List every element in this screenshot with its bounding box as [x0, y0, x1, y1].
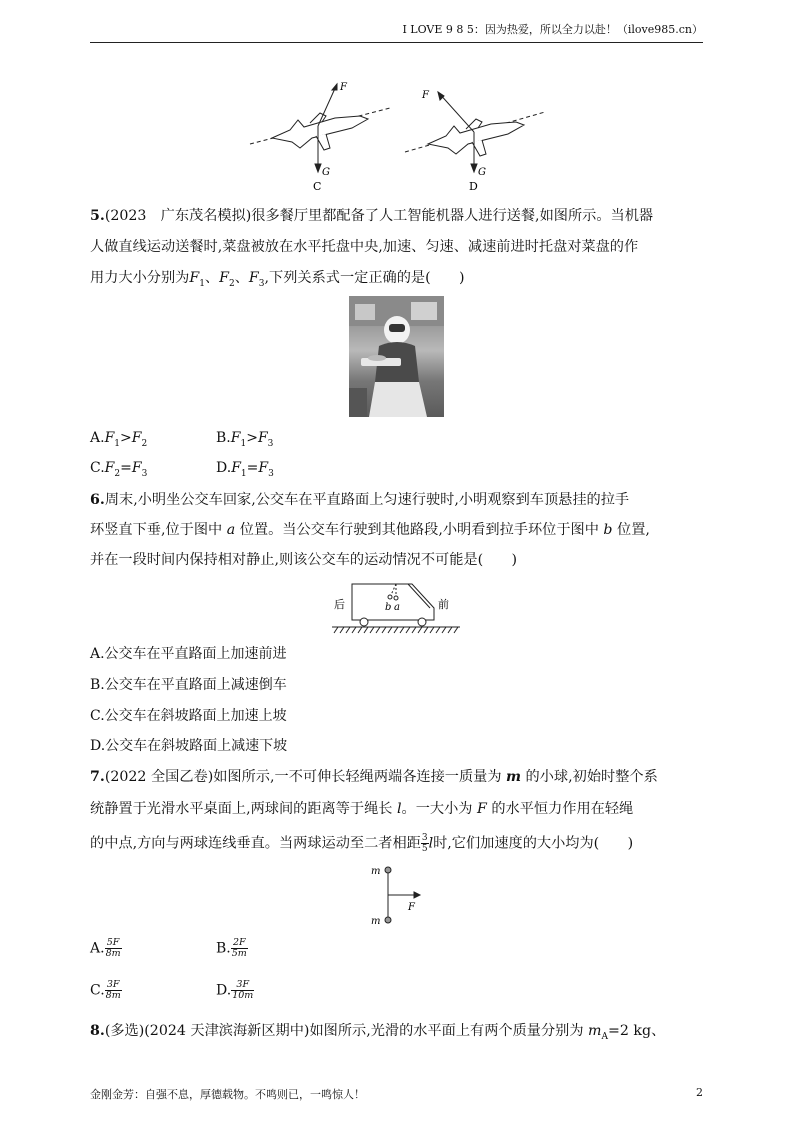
bus-label-b: b: [385, 602, 392, 613]
robot-illustration: [349, 296, 444, 417]
bus-label-back: 后: [334, 598, 345, 611]
figure-label-c: C: [313, 180, 322, 193]
q6-line-2: 环竖直下垂,位于图中 a 位置。当公交车行驶到其他路段,小明看到拉手环位于图中 b 位置,: [90, 522, 650, 538]
figure-label-d: D: [469, 180, 478, 193]
q5-text-3a: 用力大小分别为: [90, 270, 190, 286]
q5-option-b[interactable]: $B.F_1>F_3$: [216, 430, 274, 449]
force-label-g-d: G: [478, 167, 486, 178]
q5-line-3: 用力大小分别为$F_1$、$F_2$、$F_3$,下列关系式一定正确的是( ): [90, 270, 465, 289]
q5-option-a[interactable]: $A.F_1>F_2$: [90, 430, 148, 449]
force-label-g-c: G: [322, 167, 330, 178]
q5-text-2: 人做直线运动送餐时,菜盘被放在水平托盘中央,加速、匀速、减速前进时托盘对菜盘的作: [90, 239, 639, 255]
q7-option-a[interactable]: A. $\frac{5F}{8m}$: [90, 937, 121, 959]
q5-line-2: [90, 237, 705, 257]
q5-option-c[interactable]: $C.F_2=F_3$: [90, 460, 148, 479]
q6-line-3: [90, 550, 705, 570]
q6-text-1: 周末,小明坐公交车回家,公交车在平直路面上匀速行驶时,小明观察到车顶悬挂的拉手: [104, 492, 630, 508]
q6-number: 6.: [90, 492, 105, 508]
bus-figure: [330, 576, 465, 636]
q6-option-a[interactable]: A.公交车在平直路面上加速前进: [90, 646, 287, 662]
q5-text-3b: ,下列关系式一定正确的是( ): [264, 270, 465, 286]
q6-option-d[interactable]: D.公交车在斜坡路面上减速下坡: [90, 738, 288, 754]
page-number: 2: [696, 1086, 703, 1099]
ball-label-bottom: m: [371, 916, 381, 927]
q5-text-1: (2023 广东茂名模拟)很多餐厅里都配备了人工智能机器人进行送餐,如图所示。当机器: [104, 208, 654, 224]
footer-text: 金刚金芳：自强不息，厚德载物。不鸣则已，一鸣惊人！: [90, 1088, 365, 1101]
q6-option-b[interactable]: B.公交车在平直路面上减速倒车: [90, 677, 287, 693]
q7-fraction: $\frac{3}{5}$: [421, 833, 428, 854]
q6-line-1: [90, 490, 705, 510]
force-label-f-d: F: [422, 90, 429, 101]
ball-label-top: m: [371, 866, 381, 877]
page-header: [90, 22, 703, 43]
robot-photo: [349, 296, 444, 417]
airplane-figure-cd: [240, 78, 560, 196]
q5-option-d[interactable]: $D.F_1=F_3$: [216, 460, 274, 479]
page-footer: [90, 1086, 703, 1102]
q5-number: 5.: [90, 208, 105, 224]
airplane-c: [250, 84, 390, 172]
q7-line-1: 7.(2022 全国乙卷)如图所示,一不可伸长轻绳两端各连接一质量为 m 的小球,初始时整个系: [90, 769, 658, 785]
q6-text-3: 并在一段时间内保持相对静止,则该公交车的运动情况不可能是( ): [90, 552, 518, 568]
q7-option-b[interactable]: B. $\frac{2F}{5m}$: [216, 937, 247, 959]
q7-option-d[interactable]: D. $\frac{3F}{10m}$: [216, 979, 254, 1001]
bus-label-front: 前: [438, 598, 449, 611]
q7-line-2: 统静置于光滑水平桌面上,两球间的距离等于绳长 l。一大小为 F 的水平恒力作用在轻绳: [90, 801, 634, 817]
q8-number: 8.: [90, 1023, 105, 1039]
force-label-f: F: [408, 902, 415, 913]
q7-option-c[interactable]: C. $\frac{3F}{8m}$: [90, 979, 121, 1001]
bus-label-a: a: [394, 602, 400, 613]
header-text: I LOVE 9 8 5：因为热爱，所以全力以赴！（ilove985.cn）: [402, 23, 703, 36]
q7-number: 7.: [90, 769, 105, 785]
q6-option-c[interactable]: C.公交车在斜坡路面上加速上坡: [90, 708, 287, 724]
two-balls-figure: [368, 862, 428, 928]
q7-line-3: 的中点,方向与两球连线垂直。当两球运动至二者相距 $\frac{3}{5}$ l时,它们加速度的大小均为( ): [90, 833, 634, 854]
force-label-f-c: F: [340, 82, 347, 93]
q8-line-1: 8.(多选)(2024 天津滨海新区期中)如图所示,光滑的水平面上有两个质量分别为 $m_A=2$ kg、: [90, 1023, 666, 1042]
q5-line-1: [90, 206, 705, 226]
airplane-d: [405, 92, 545, 172]
